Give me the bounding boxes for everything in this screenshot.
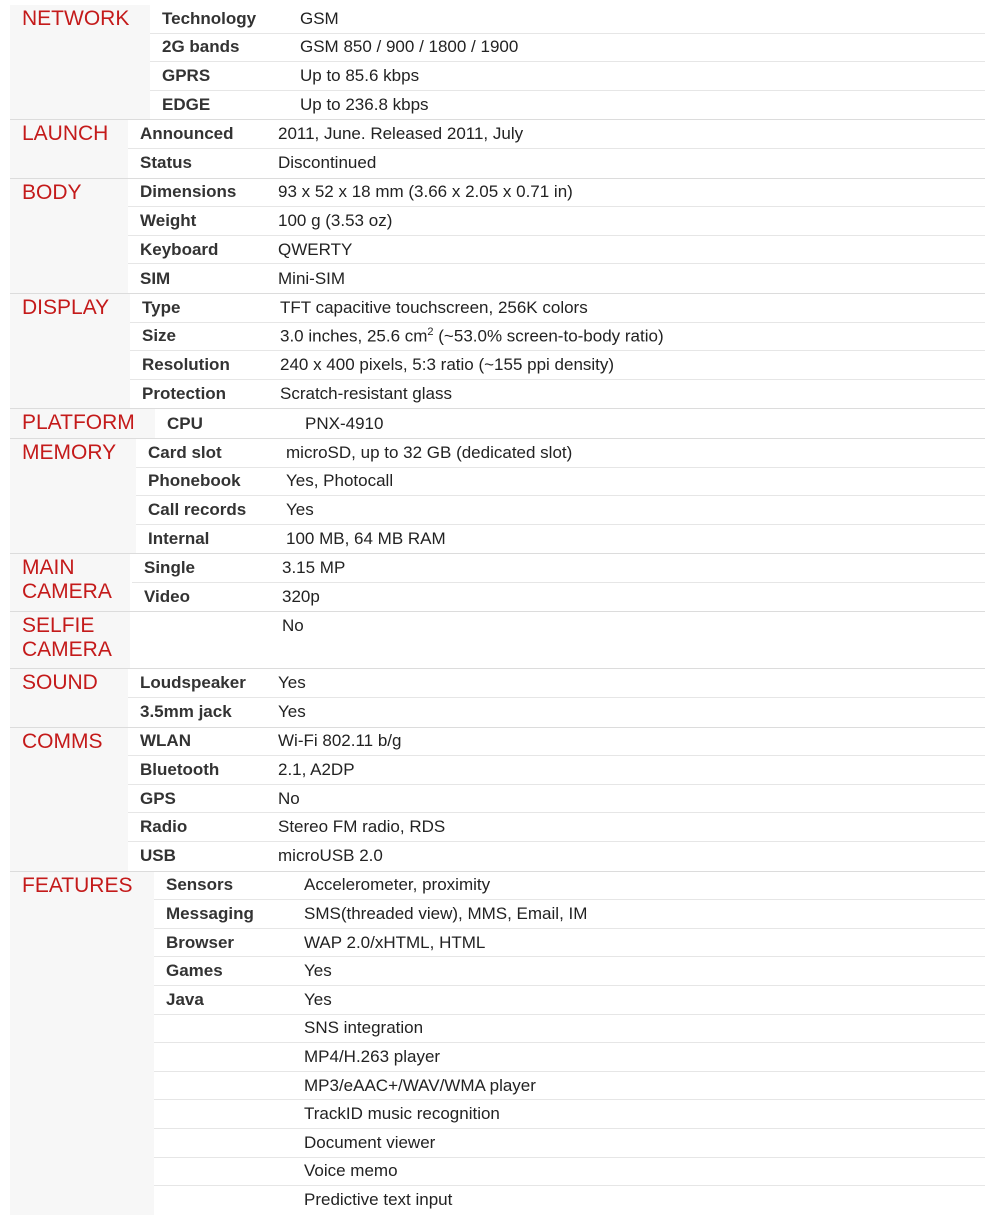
spec-row [128, 756, 985, 785]
spec-row [128, 669, 985, 698]
spec-row [128, 842, 985, 871]
spec-value: 320p [282, 587, 320, 607]
spec-label: 2G bands [162, 37, 240, 57]
spec-value: TFT capacitive touchscreen, 256K colors [280, 297, 588, 317]
spec-row [128, 207, 985, 236]
spec-row [154, 1186, 985, 1215]
spec-label: Bluetooth [140, 760, 220, 780]
spec-value: 2.1, A2DP [278, 760, 355, 780]
spec-value: Accelerometer, proximity [304, 875, 491, 895]
section-launch [10, 119, 985, 177]
spec-row [155, 409, 985, 438]
spec-label: Status [140, 153, 192, 173]
section-title-selfie-camera: SELFIE CAMERA [10, 612, 130, 668]
section-title-platform: PLATFORM [10, 409, 155, 438]
spec-label: Video [144, 587, 190, 607]
spec-row [136, 439, 985, 468]
spec-value: No [282, 616, 304, 636]
spec-value-superscript: 2 [427, 326, 434, 338]
spec-label: GPS [140, 788, 176, 808]
spec-row [154, 1158, 985, 1187]
spec-value: Yes [278, 673, 306, 693]
spec-value: SMS(threaded view), MMS, Email, IM [304, 904, 588, 924]
spec-value: 240 x 400 pixels, 5:3 ratio (~155 ppi density) [280, 354, 615, 374]
spec-value: 3.15 MP [282, 558, 346, 578]
spec-row [130, 323, 985, 352]
spec-row [132, 612, 985, 668]
section-title-features: FEATURES [10, 872, 154, 1215]
spec-value: MP4/H.263 player [304, 1046, 441, 1066]
spec-value: GSM 850 / 900 / 1800 / 1900 [300, 37, 519, 57]
spec-row [132, 583, 985, 612]
spec-value: Up to 85.6 kbps [300, 65, 420, 85]
spec-value [280, 326, 664, 347]
spec-row [150, 5, 985, 34]
spec-label: Browser [166, 932, 235, 952]
section-title-main-camera: MAIN CAMERA [10, 554, 130, 611]
spec-value: Document viewer [304, 1132, 436, 1152]
spec-row [128, 785, 985, 814]
spec-row [128, 179, 985, 208]
section-platform [10, 408, 985, 438]
spec-value: microSD, up to 32 GB (dedicated slot) [286, 442, 573, 462]
spec-value: QWERTY [278, 239, 353, 259]
section-main-camera [10, 553, 985, 611]
section-selfie-camera [10, 611, 985, 668]
spec-value: microUSB 2.0 [278, 846, 383, 866]
spec-value: 100 g (3.53 oz) [278, 210, 393, 230]
spec-row [128, 149, 985, 178]
spec-row [136, 496, 985, 525]
spec-row [150, 91, 985, 120]
spec-value: Scratch-resistant glass [280, 384, 452, 404]
spec-label: Dimensions [140, 182, 237, 202]
spec-row [154, 957, 985, 986]
spec-value: Discontinued [278, 153, 377, 173]
spec-value: Predictive text input [304, 1190, 453, 1210]
section-title-launch: LAUNCH [10, 120, 128, 177]
section-title-memory: MEMORY [10, 439, 136, 553]
spec-value: Stereo FM radio, RDS [278, 817, 446, 837]
spec-row [150, 34, 985, 63]
spec-label: Card slot [148, 442, 222, 462]
section-body [10, 178, 985, 293]
spec-label: Resolution [142, 354, 230, 374]
spec-row [128, 120, 985, 149]
spec-label: Games [166, 961, 223, 981]
spec-value-main: 3.0 inches, 25.6 cm [280, 326, 428, 346]
spec-value: MP3/eAAC+/WAV/WMA player [304, 1075, 536, 1095]
section-features [10, 871, 985, 1215]
spec-row [154, 1072, 985, 1101]
spec-value-after: (~53.0% screen-to-body ratio) [433, 326, 664, 346]
section-title-display: DISPLAY [10, 294, 130, 408]
spec-value: Voice memo [304, 1161, 398, 1181]
spec-label: Single [144, 558, 196, 578]
spec-label: Protection [142, 384, 227, 404]
spec-row [128, 698, 985, 727]
spec-value: Mini-SIM [278, 268, 346, 288]
section-display [10, 293, 985, 408]
spec-row [128, 813, 985, 842]
spec-row [130, 294, 985, 323]
spec-label: Weight [140, 210, 197, 230]
spec-value: SNS integration [304, 1018, 424, 1038]
spec-row [128, 236, 985, 265]
spec-value: Yes [304, 961, 332, 981]
spec-label: EDGE [162, 95, 211, 115]
section-network [10, 5, 985, 119]
section-title-comms: COMMS [10, 728, 128, 871]
spec-row [136, 525, 985, 554]
spec-row [154, 872, 985, 901]
section-comms [10, 727, 985, 871]
spec-label: GPRS [162, 65, 211, 85]
spec-value: 93 x 52 x 18 mm (3.66 x 2.05 x 0.71 in) [278, 182, 573, 202]
spec-sheet [10, 5, 985, 1215]
spec-label: Call records [148, 499, 247, 519]
spec-value: Wi-Fi 802.11 b/g [278, 731, 402, 751]
section-title-sound: SOUND [10, 669, 128, 726]
spec-row [154, 1100, 985, 1129]
spec-label: SIM [140, 268, 171, 288]
spec-row [128, 728, 985, 757]
spec-value: 100 MB, 64 MB RAM [286, 528, 446, 548]
spec-value: Yes [304, 989, 332, 1009]
spec-row [136, 468, 985, 497]
spec-label: WLAN [140, 731, 191, 751]
spec-label: Sensors [166, 875, 234, 895]
section-sound [10, 668, 985, 726]
spec-row [132, 554, 985, 583]
spec-label: Radio [140, 817, 188, 837]
spec-value: Yes [278, 702, 306, 722]
spec-label: Loudspeaker [140, 673, 246, 693]
spec-row [130, 380, 985, 409]
spec-row [154, 1129, 985, 1158]
spec-label: Technology [162, 8, 257, 28]
spec-row [154, 1043, 985, 1072]
spec-label: 3.5mm jack [140, 702, 232, 722]
spec-value: 2011, June. Released 2011, July [278, 124, 524, 144]
spec-value: Up to 236.8 kbps [300, 95, 429, 115]
spec-label: Announced [140, 124, 234, 144]
spec-row [128, 264, 985, 293]
spec-label: Keyboard [140, 239, 219, 259]
spec-label: Type [142, 297, 181, 317]
spec-value: No [278, 788, 300, 808]
section-title-body: BODY [10, 179, 128, 293]
spec-value: PNX-4910 [305, 413, 384, 433]
spec-value: TrackID music recognition [304, 1104, 500, 1124]
section-title-network: NETWORK [10, 5, 150, 119]
spec-label: Internal [148, 528, 210, 548]
spec-label: CPU [167, 413, 203, 433]
spec-value: Yes, Photocall [286, 471, 394, 491]
spec-value: WAP 2.0/xHTML, HTML [304, 932, 486, 952]
spec-row [154, 986, 985, 1015]
spec-label: Size [142, 326, 177, 346]
spec-row [154, 900, 985, 929]
spec-row [154, 1015, 985, 1044]
spec-row [150, 62, 985, 91]
spec-label: Messaging [166, 904, 254, 924]
spec-label: Java [166, 989, 204, 1009]
spec-row [130, 351, 985, 380]
spec-value: Yes [286, 499, 314, 519]
spec-value: GSM [300, 8, 339, 28]
spec-row [154, 929, 985, 958]
spec-label: USB [140, 846, 176, 866]
section-memory [10, 438, 985, 553]
spec-label: Phonebook [148, 471, 241, 491]
